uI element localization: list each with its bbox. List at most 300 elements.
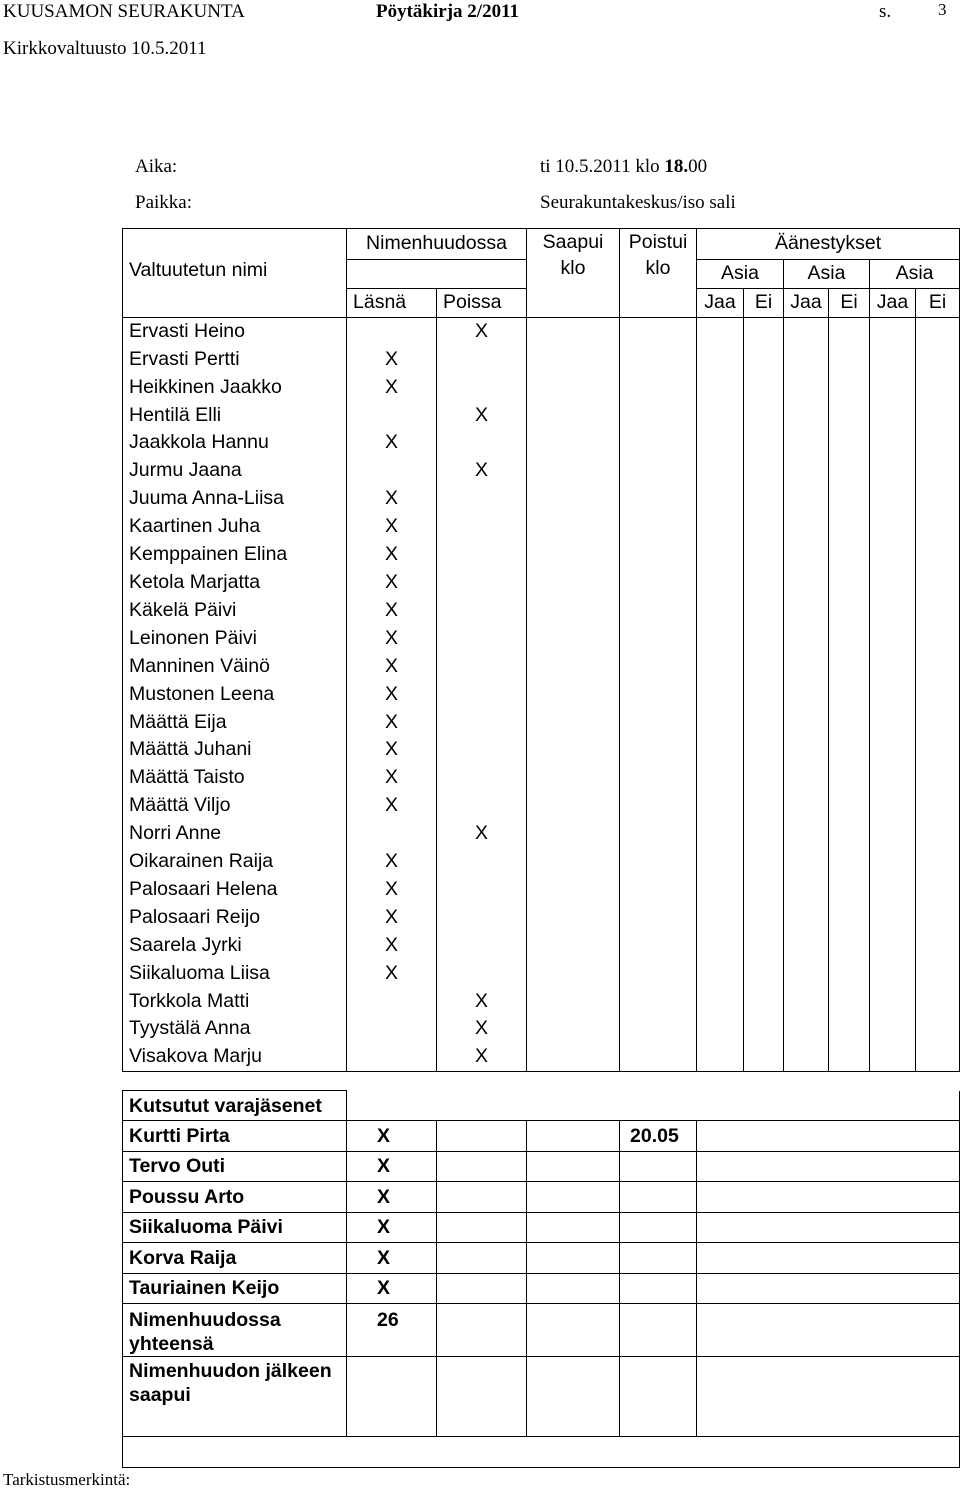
member-vote-ei-2: [829, 625, 870, 653]
member-vote-jaa-3: [870, 709, 916, 737]
member-arrived: [527, 820, 620, 848]
member-absent: [437, 681, 527, 709]
member-vote-jaa-3: [870, 653, 916, 681]
member-name: Leinonen Päivi: [123, 625, 347, 653]
time-value: [540, 156, 707, 178]
member-absent: [437, 904, 527, 932]
member-vote-jaa-2: [784, 374, 829, 402]
member-vote-ei-2: [829, 820, 870, 848]
member-name: Juuma Anna-Liisa: [123, 485, 347, 513]
member-vote-ei-1: [744, 736, 784, 764]
member-vote-jaa-3: [870, 541, 916, 569]
member-left: [620, 764, 697, 792]
member-vote-ei-1: [744, 429, 784, 457]
invited-row: [123, 1243, 960, 1274]
invited-votes: [697, 1121, 960, 1152]
member-vote-jaa-2: [784, 457, 829, 485]
member-name: Norri Anne: [123, 820, 347, 848]
member-row: [123, 569, 960, 597]
invited-present: X: [347, 1182, 437, 1213]
member-row: [123, 904, 960, 932]
member-vote-jaa-1: [697, 764, 744, 792]
member-vote-ei-1: [744, 402, 784, 430]
member-vote-jaa-2: [784, 346, 829, 374]
member-absent: [437, 597, 527, 625]
member-vote-jaa-1: [697, 792, 744, 820]
member-name: Määttä Viljo: [123, 792, 347, 820]
member-row: [123, 988, 960, 1016]
meeting-name: Kirkkovaltuusto 10.5.2011: [3, 38, 207, 59]
member-present: X: [347, 429, 437, 457]
member-arrived: [527, 653, 620, 681]
page-label: s.: [879, 1, 892, 22]
member-vote-ei-1: [744, 346, 784, 374]
member-row: [123, 709, 960, 737]
member-vote-jaa-3: [870, 429, 916, 457]
attendance-table: [122, 228, 960, 1072]
member-vote-ei-2: [829, 848, 870, 876]
member-present: X: [347, 346, 437, 374]
member-name: Kemppainen Elina: [123, 541, 347, 569]
member-absent: [437, 876, 527, 904]
member-absent: [437, 346, 527, 374]
member-vote-jaa-2: [784, 848, 829, 876]
member-vote-jaa-1: [697, 1015, 744, 1043]
member-vote-ei-1: [744, 541, 784, 569]
invited-arrived: [527, 1121, 620, 1152]
member-vote-jaa-1: [697, 597, 744, 625]
member-vote-jaa-1: [697, 429, 744, 457]
invited-row: [123, 1212, 960, 1243]
column-arrived-klo: klo: [560, 257, 586, 279]
member-vote-ei-2: [829, 736, 870, 764]
member-vote-jaa-1: [697, 681, 744, 709]
member-present: X: [347, 485, 437, 513]
member-present: [347, 1015, 437, 1043]
member-arrived: [527, 876, 620, 904]
member-vote-jaa-2: [784, 541, 829, 569]
time-value-prefix: ti 10.5.2011 klo: [540, 156, 665, 177]
member-vote-ei-3: [916, 709, 960, 737]
member-vote-jaa-3: [870, 848, 916, 876]
member-vote-jaa-1: [697, 904, 744, 932]
member-present: X: [347, 876, 437, 904]
member-vote-jaa-2: [784, 569, 829, 597]
member-vote-ei-1: [744, 317, 784, 345]
header-name-cell: [123, 229, 347, 289]
member-row: [123, 792, 960, 820]
member-row: [123, 1015, 960, 1043]
member-vote-ei-3: [916, 513, 960, 541]
member-left: [620, 1043, 697, 1071]
member-row: [123, 597, 960, 625]
invited-present: X: [347, 1121, 437, 1152]
member-vote-jaa-3: [870, 681, 916, 709]
member-vote-ei-1: [744, 792, 784, 820]
member-vote-ei-3: [916, 402, 960, 430]
member-vote-ei-2: [829, 960, 870, 988]
header-left-cell: [620, 229, 697, 289]
invited-votes: [697, 1243, 960, 1274]
member-absent: X: [437, 1043, 527, 1071]
member-vote-ei-1: [744, 625, 784, 653]
member-present: X: [347, 374, 437, 402]
vote-jaa-2: Jaa: [784, 288, 829, 317]
invited-left: [620, 1243, 697, 1274]
rollcall-spacer: [347, 260, 527, 289]
member-vote-jaa-2: [784, 653, 829, 681]
member-vote-ei-2: [829, 597, 870, 625]
member-absent: [437, 932, 527, 960]
member-vote-ei-1: [744, 1015, 784, 1043]
member-row: [123, 317, 960, 345]
document-title: Pöytäkirja 2/2011: [376, 1, 520, 22]
invited-arrived: [527, 1212, 620, 1243]
member-vote-ei-1: [744, 709, 784, 737]
member-present: X: [347, 848, 437, 876]
member-vote-ei-1: [744, 988, 784, 1016]
member-vote-ei-2: [829, 541, 870, 569]
member-vote-ei-2: [829, 485, 870, 513]
member-row: [123, 820, 960, 848]
member-vote-jaa-2: [784, 988, 829, 1016]
member-vote-jaa-2: [784, 792, 829, 820]
member-vote-jaa-3: [870, 876, 916, 904]
member-row: [123, 485, 960, 513]
member-left: [620, 820, 697, 848]
member-vote-jaa-3: [870, 346, 916, 374]
member-absent: [437, 736, 527, 764]
member-vote-ei-3: [916, 960, 960, 988]
member-left: [620, 317, 697, 345]
member-absent: [437, 485, 527, 513]
member-vote-jaa-3: [870, 1043, 916, 1071]
member-present: [347, 820, 437, 848]
member-present: X: [347, 764, 437, 792]
member-present: [347, 1043, 437, 1071]
member-row: [123, 764, 960, 792]
member-arrived: [527, 597, 620, 625]
member-vote-jaa-3: [870, 625, 916, 653]
member-arrived: [527, 346, 620, 374]
member-left: [620, 625, 697, 653]
member-row: [123, 681, 960, 709]
column-votes-header: Äänestykset: [697, 229, 960, 260]
vote-ei-1: Ei: [744, 288, 784, 317]
member-left: [620, 374, 697, 402]
member-absent: X: [437, 402, 527, 430]
member-vote-jaa-2: [784, 709, 829, 737]
member-absent: [437, 569, 527, 597]
member-arrived: [527, 904, 620, 932]
member-arrived: [527, 960, 620, 988]
member-vote-ei-2: [829, 709, 870, 737]
member-vote-ei-1: [744, 1043, 784, 1071]
invited-name: Tervo Outi: [123, 1151, 347, 1182]
place-value: Seurakuntakeskus/iso sali: [540, 192, 736, 213]
member-name: Visakova Marju: [123, 1043, 347, 1071]
organization-name: KUUSAMON SEURAKUNTA: [3, 1, 245, 22]
member-vote-ei-2: [829, 346, 870, 374]
member-vote-jaa-2: [784, 876, 829, 904]
member-present: X: [347, 653, 437, 681]
invited-name: Korva Raija: [123, 1243, 347, 1274]
after-label: Nimenhuudon jälkeen saapui: [123, 1357, 347, 1437]
member-left: [620, 346, 697, 374]
subheader-arrived-empty: [527, 288, 620, 317]
member-left: [620, 541, 697, 569]
member-left: [620, 736, 697, 764]
member-vote-jaa-3: [870, 988, 916, 1016]
member-vote-jaa-2: [784, 485, 829, 513]
member-absent: X: [437, 317, 527, 345]
member-vote-ei-2: [829, 764, 870, 792]
member-name: Torkkola Matti: [123, 988, 347, 1016]
member-absent: [437, 848, 527, 876]
member-vote-jaa-2: [784, 402, 829, 430]
member-vote-jaa-2: [784, 681, 829, 709]
member-name: Ervasti Heino: [123, 317, 347, 345]
column-rollcall-header: Nimenhuudossa: [347, 229, 527, 260]
member-name: Mustonen Leena: [123, 681, 347, 709]
total-empty-votes: [697, 1304, 960, 1357]
member-vote-jaa-2: [784, 513, 829, 541]
member-absent: X: [437, 988, 527, 1016]
member-vote-ei-3: [916, 429, 960, 457]
invited-rows: [123, 1121, 960, 1304]
invited-name: Tauriainen Keijo: [123, 1273, 347, 1304]
member-vote-jaa-3: [870, 569, 916, 597]
member-name: Määttä Juhani: [123, 736, 347, 764]
member-vote-jaa-2: [784, 904, 829, 932]
member-vote-ei-1: [744, 820, 784, 848]
place-label: Paikka:: [135, 192, 192, 213]
member-vote-ei-3: [916, 904, 960, 932]
member-left: [620, 429, 697, 457]
member-left: [620, 988, 697, 1016]
invited-present: X: [347, 1151, 437, 1182]
member-vote-jaa-1: [697, 820, 744, 848]
member-vote-ei-1: [744, 457, 784, 485]
member-left: [620, 1015, 697, 1043]
after-empty-absent: [437, 1357, 527, 1437]
member-arrived: [527, 402, 620, 430]
member-name: Jaakkola Hannu: [123, 429, 347, 457]
member-vote-ei-3: [916, 932, 960, 960]
total-empty-left: [620, 1304, 697, 1357]
invited-absent: [437, 1273, 527, 1304]
member-name: Heikkinen Jaakko: [123, 374, 347, 402]
member-left: [620, 402, 697, 430]
member-present: X: [347, 960, 437, 988]
after-empty-votes: [697, 1357, 960, 1437]
member-arrived: [527, 1015, 620, 1043]
member-arrived: [527, 541, 620, 569]
member-arrived: [527, 764, 620, 792]
member-vote-ei-2: [829, 317, 870, 345]
invited-left: [620, 1273, 697, 1304]
member-arrived: [527, 317, 620, 345]
member-vote-jaa-3: [870, 932, 916, 960]
member-vote-jaa-1: [697, 1043, 744, 1071]
member-row: [123, 736, 960, 764]
subheader-left-empty: [620, 288, 697, 317]
member-vote-jaa-2: [784, 317, 829, 345]
member-vote-ei-3: [916, 625, 960, 653]
member-present: X: [347, 541, 437, 569]
member-vote-ei-2: [829, 792, 870, 820]
member-vote-ei-1: [744, 485, 784, 513]
after-empty-left: [620, 1357, 697, 1437]
member-absent: [437, 541, 527, 569]
member-row: [123, 374, 960, 402]
member-vote-ei-1: [744, 764, 784, 792]
member-present: X: [347, 736, 437, 764]
member-vote-ei-2: [829, 932, 870, 960]
member-vote-jaa-3: [870, 457, 916, 485]
member-vote-ei-1: [744, 681, 784, 709]
invited-row: [123, 1182, 960, 1213]
member-vote-ei-3: [916, 374, 960, 402]
member-vote-jaa-1: [697, 513, 744, 541]
member-row: [123, 932, 960, 960]
member-vote-ei-1: [744, 569, 784, 597]
member-vote-ei-3: [916, 988, 960, 1016]
total-empty-arrived: [527, 1304, 620, 1357]
invited-arrived: [527, 1273, 620, 1304]
invited-heading: Kutsutut varajäsenet: [123, 1091, 347, 1121]
member-absent: [437, 709, 527, 737]
member-vote-ei-2: [829, 681, 870, 709]
member-name: Kaartinen Juha: [123, 513, 347, 541]
member-vote-jaa-1: [697, 736, 744, 764]
member-vote-jaa-2: [784, 625, 829, 653]
member-arrived: [527, 1043, 620, 1071]
member-left: [620, 457, 697, 485]
member-vote-ei-1: [744, 848, 784, 876]
member-arrived: [527, 374, 620, 402]
member-present: X: [347, 709, 437, 737]
member-present: X: [347, 792, 437, 820]
member-left: [620, 513, 697, 541]
check-label: Tarkistusmerkintä:: [3, 1470, 131, 1489]
invited-absent: [437, 1151, 527, 1182]
vote-asia-3: Asia: [870, 260, 960, 289]
member-row: [123, 876, 960, 904]
member-left: [620, 653, 697, 681]
member-vote-jaa-3: [870, 374, 916, 402]
member-vote-ei-3: [916, 764, 960, 792]
member-vote-jaa-1: [697, 653, 744, 681]
member-vote-jaa-2: [784, 1043, 829, 1071]
member-name: Siikaluoma Liisa: [123, 960, 347, 988]
member-absent: [437, 764, 527, 792]
total-label: Nimenhuudossa yhteensä: [123, 1304, 347, 1357]
member-absent: [437, 960, 527, 988]
invited-votes: [697, 1151, 960, 1182]
member-present: [347, 402, 437, 430]
member-vote-ei-2: [829, 402, 870, 430]
member-absent: [437, 625, 527, 653]
member-vote-jaa-1: [697, 569, 744, 597]
member-vote-ei-3: [916, 1043, 960, 1071]
member-vote-ei-2: [829, 988, 870, 1016]
member-vote-ei-2: [829, 1043, 870, 1071]
member-row: [123, 653, 960, 681]
member-vote-ei-3: [916, 736, 960, 764]
member-name: Ketola Marjatta: [123, 569, 347, 597]
invited-left: [620, 1212, 697, 1243]
member-vote-ei-3: [916, 541, 960, 569]
member-arrived: [527, 625, 620, 653]
member-vote-jaa-1: [697, 932, 744, 960]
member-vote-jaa-1: [697, 709, 744, 737]
member-arrived: [527, 736, 620, 764]
member-vote-jaa-1: [697, 374, 744, 402]
vote-ei-3: Ei: [916, 288, 960, 317]
member-vote-ei-2: [829, 904, 870, 932]
invited-left: [620, 1182, 697, 1213]
member-name: Palosaari Reijo: [123, 904, 347, 932]
member-present: X: [347, 932, 437, 960]
member-row: [123, 848, 960, 876]
vote-jaa-1: Jaa: [697, 288, 744, 317]
invited-row: [123, 1151, 960, 1182]
member-vote-jaa-2: [784, 960, 829, 988]
invited-row: [123, 1273, 960, 1304]
vote-ei-2: Ei: [829, 288, 870, 317]
member-left: [620, 569, 697, 597]
member-vote-jaa-1: [697, 625, 744, 653]
member-row: [123, 513, 960, 541]
member-row: [123, 625, 960, 653]
member-row: [123, 1043, 960, 1071]
vote-asia-1: Asia: [697, 260, 784, 289]
member-vote-jaa-3: [870, 1015, 916, 1043]
total-empty-absent: [437, 1304, 527, 1357]
member-vote-jaa-3: [870, 792, 916, 820]
member-arrived: [527, 792, 620, 820]
member-vote-ei-3: [916, 848, 960, 876]
member-vote-ei-1: [744, 876, 784, 904]
member-vote-jaa-2: [784, 736, 829, 764]
vote-asia-2: Asia: [784, 260, 870, 289]
member-arrived: [527, 848, 620, 876]
member-vote-jaa-2: [784, 429, 829, 457]
member-row: [123, 541, 960, 569]
member-vote-ei-3: [916, 1015, 960, 1043]
invited-absent: [437, 1182, 527, 1213]
member-name: Määttä Taisto: [123, 764, 347, 792]
member-vote-jaa-1: [697, 457, 744, 485]
member-present: X: [347, 513, 437, 541]
member-vote-jaa-3: [870, 402, 916, 430]
member-absent: [437, 513, 527, 541]
invited-absent: [437, 1121, 527, 1152]
member-vote-ei-3: [916, 653, 960, 681]
member-vote-ei-2: [829, 1015, 870, 1043]
invited-absent: [437, 1212, 527, 1243]
member-vote-ei-1: [744, 960, 784, 988]
member-vote-ei-3: [916, 792, 960, 820]
member-left: [620, 848, 697, 876]
member-present: X: [347, 681, 437, 709]
column-absent-header: Poissa: [437, 288, 527, 317]
member-left: [620, 681, 697, 709]
invited-present: X: [347, 1243, 437, 1274]
member-arrived: [527, 932, 620, 960]
total-value: 26: [347, 1304, 437, 1357]
